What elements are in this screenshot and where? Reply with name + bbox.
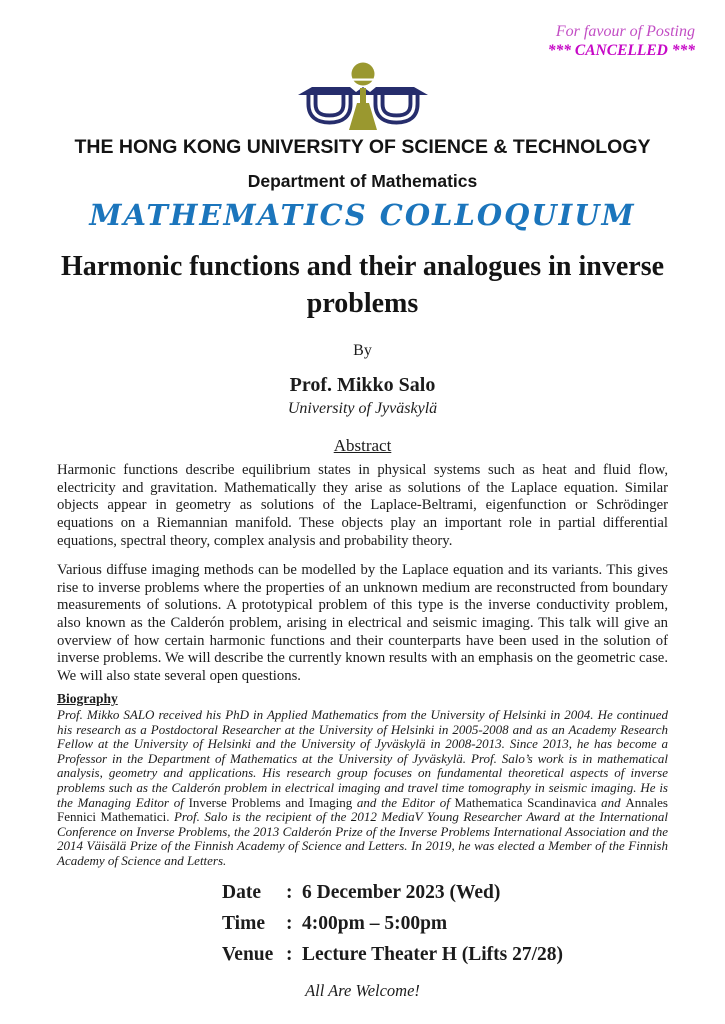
time-colon: : bbox=[286, 913, 293, 934]
detail-row-venue bbox=[222, 939, 563, 970]
by-label: By bbox=[353, 342, 372, 359]
university-name: THE HONG KONG UNIVERSITY OF SCIENCE & TECHNOLOGY bbox=[74, 136, 651, 158]
time-label: Time bbox=[222, 913, 265, 934]
biography-journal-3: Annales Fennici Mathematici. bbox=[57, 794, 668, 825]
biography-text bbox=[57, 708, 668, 869]
biography-seg-4: Prof. Salo is the recipient of the 2012 MediaV Young Researcher Award at the International Conference on Inverse Problems, the 2013 Calderón Prize of the Inverse Problems International Association and the 2014 Väisälä Prize of the Finnish Academy of Science and Letters. In 2019, he was elected a Member of the Finnish Academy of Science and Letters. bbox=[57, 809, 668, 868]
hkust-logo-icon bbox=[296, 61, 430, 131]
speaker-name: Prof. Mikko Salo bbox=[289, 374, 436, 396]
biography-journal-2: Mathematica Scandinavica bbox=[454, 794, 602, 810]
venue-value: Lecture Theater H (Lifts 27/28) bbox=[302, 944, 564, 965]
date-value: 6 December 2023 (Wed) bbox=[302, 882, 501, 903]
abstract-paragraph-2: Various diffuse imaging methods can be modelled by the Laplace equation and its variants. This gives rise to inverse problems where the properties of an unknown medium are reconstructed from boundary measurements of solutions. A prototypical problem of this type is the inverse conductivity problem, also known as the Calderón problem, arising in electrical and seismic imaging. This talk will give an overview of how certain harmonic functions and their counterparts have been used in the solution of inverse problems. We will describe the currently known results with an emphasis on the geometric case. We will also state several open questions. bbox=[57, 562, 668, 684]
time-value: 4:00pm – 5:00pm bbox=[302, 913, 448, 934]
venue-label: Venue bbox=[222, 944, 274, 965]
date-label: Date bbox=[222, 882, 261, 903]
cancelled-banner: *** CANCELLED *** bbox=[547, 42, 695, 59]
biography-journal-1: Inverse Problems and Imaging bbox=[188, 794, 357, 810]
posting-note bbox=[548, 22, 695, 60]
posting-note-text: For favour of Posting bbox=[555, 23, 695, 40]
biography-seg-2: and the Editor of bbox=[356, 794, 455, 810]
detail-row-date bbox=[222, 877, 563, 908]
venue-colon: : bbox=[286, 944, 293, 965]
series-title: MATHEMATICS COLLOQUIUM bbox=[89, 198, 636, 232]
talk-title: Harmonic functions and their analogues in inverse problems bbox=[60, 251, 665, 319]
date-colon: : bbox=[286, 882, 293, 903]
abstract-heading: Abstract bbox=[333, 436, 392, 455]
welcome-message: All Are Welcome! bbox=[305, 981, 420, 1000]
event-details bbox=[222, 877, 563, 970]
detail-row-time bbox=[222, 908, 563, 939]
speaker-affiliation: University of Jyväskylä bbox=[287, 400, 438, 417]
department-name: Department of Mathematics bbox=[247, 171, 478, 191]
biography-seg-3: and bbox=[601, 794, 626, 810]
biography-heading: Biography bbox=[57, 691, 118, 706]
logo-container bbox=[0, 61, 725, 131]
abstract-paragraph-1: Harmonic functions describe equilibrium states in physical systems such as heat and fluid flow, electricity and gravitation. Mathematically they arise as solutions of the Laplace equation. Similar objects appear in geometry as solutions of the Laplace-Beltrami, eigenfunction or Schrödinger equations on a Riemannian manifold. These objects play an important role in partial differential equations, spectral theory, complex analysis and probability theory. bbox=[57, 462, 668, 549]
biography-seg-1: Prof. Mikko SALO received his PhD in Applied Mathematics from the University of Helsinki in 2004. He continued his research as a Postdoctoral Researcher at the University of Helsinki in 2005-2008 and as an Academy Research Fellow at the University of Helsinki and the University of Jyväskylä in 2008-2013. Since 2013, he has become a Professor in the Department of Mathematics at the University of Jyväskylä. Prof. Salo’s work is in mathematical analysis, geometry and applications. His research group focuses on fundamental theoretical aspects of inverse problems such as the Calderón problem in electrical imaging and travel time tomography in seismic imaging. He is the Managing Editor of bbox=[57, 707, 668, 810]
